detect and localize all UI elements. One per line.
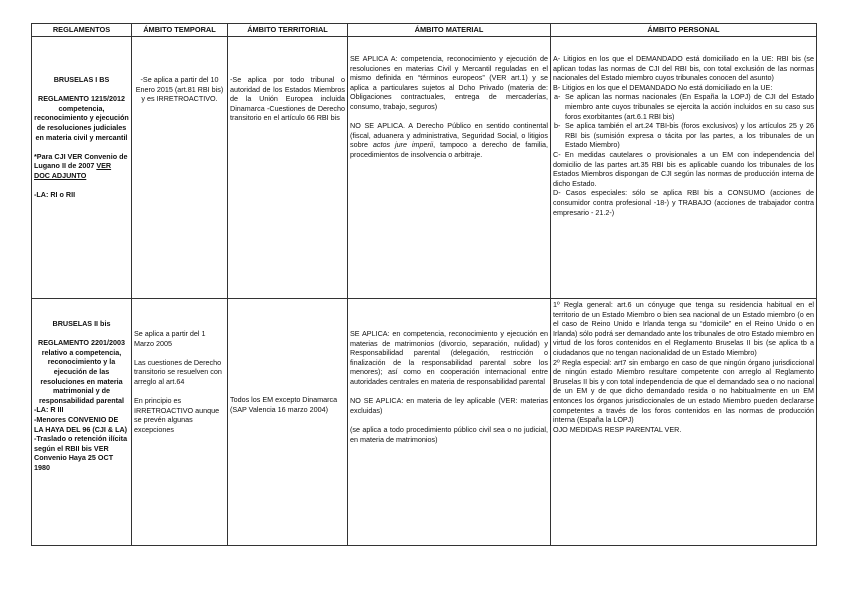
list-item: b- Se aplica también el art.24 TBI-bis (foros exclusivos) y los artículos 25 y 26 RBI bis (sumisión expresa o tácita por las partes, a los tribunales de un Estado Miembro) [554,121,814,150]
material-note: (se aplica a todo procedimiento público civil sea o no judicial, en materia de matrimonios) [350,424,548,444]
bruselas-i-desc: REGLAMENTO 1215/2012 competencia, reconocimiento y ejecución de resoluciones judiciales en materia civil y mercantil [34,94,129,142]
material-applies: SE APLICA A: competencia, reconocimiento y ejecución de resoluciones en materias Civil y Mercantil reguladas en el mismo definida en “términos europeos” (VER art.1) y se aplica a particulares sujetos al Dcho Privado (materia de: Obligaciones contractuales, entrega de mercaderías, consumo, trabajo, seguros) [350,54,548,111]
header-ambito-material: ÁMBITO MATERIAL [348,24,551,37]
personal-b-list [553,92,814,150]
header-row [32,24,817,37]
personal-rule-2: 2º Regla especial: art7 sin embargo en caso de que ningún órgano jurisdiccional de ningún estado Miembro resultare competente con arreglo al Reglamento Bruselas II bis y con total independencia de que el demandado sea o no nacional de un EM y de que dicho demandado resida o no habitualmente en un EM entonces los órganos jurisdiccionales de un estado Miembro pueden declararse competentes a través de los foros contenidos en las normas de producción interna (España la LOPJ) [553,357,814,425]
traslado-note: -Traslado o retención ilícita según el RBII bis VER Convenio Haya 25 OCT 1980 [34,434,128,472]
cell-territorial-bruselas-ii [228,299,348,546]
temporal-transitorio: Las cuestiones de Derecho transitorio se resuelven con arreglo al art.64 [134,357,222,386]
territorial-text: -Se aplica por todo tribunal o autoridad de los Estados Miembros de la Unión Europea incluida Dinamarca -Cuestiones de Derecho transitorio en el artículo 66 RBI bis [230,75,345,123]
temporal-irretroactivo: En principio es IRRETROACTIVO aunque se prevén algunas excepciones [134,396,220,434]
material-not-applies: NO SE APLICA: en materia de ley aplicable (VER: materias excluidas) [350,396,548,415]
temporal-text: -Se aplica a partir del 10 Enero 2015 (art.81 RBI bis) y es IRRETROACTIVO. [135,75,224,104]
list-item: a- Se aplican las normas nacionales (En España la LOPJ) de CJI del Estado miembro ante cuyos tribunales se ejercita la acción incluidos en su caso sus foros exorbitantes (art.6.1 RBI bis) [554,92,814,121]
cell-temporal-bruselas-i [132,37,228,299]
menores-note: -Menores CONVENIO DE LA HAYA DEL 96 (CJI & LA) [34,414,128,434]
bruselas-i-title: BRUSELAS I BS [53,75,110,84]
material-not-applies: NO SE APLICA. A Derecho Público en sentido continental (fiscal, aduanera y administrativa, Seguridad Social, o litigios sobre actos jure imperii, tampoco a derecho de familia, procedimientos de insolvencia o arbitraje. [350,121,549,159]
cell-reglamento-bruselas-i [32,37,132,299]
header-ambito-territorial: ÁMBITO TERRITORIAL [228,24,348,37]
bruselas-ii-desc: REGLAMENTO 2201/2003 relativo a competencia, reconocimiento y la ejecución de las resoluciones en materia matrimonial y de responsabilidad parental [38,338,125,405]
row-bruselas-i-bis [32,37,817,299]
territorial-text: Todos los EM excepto Dinamarca (SAP Valencia 16 marzo 2004) [230,395,338,414]
personal-a: A- Litigios en los que el DEMANDADO está domiciliado en la UE: RBI bis (se aplican todas las normas de CJI del RBI bis, con total exclusión de las normas nacionales del Estado miembro cuyos tribunales conocen del asunto) [553,54,814,83]
la-note: -LA: RI o RII [34,190,76,200]
bruselas-ii-title: BRUSELAS II bis [52,319,111,328]
row-bruselas-ii-bis [32,299,817,546]
personal-c: C- En medidas cautelares o provisionales a un EM con independencia del domicilio de las partes art.35 RBI bis es aplicable cuando los tribunales de los Estados Miembros dispongan de CJI según las normas de producción interna de dicho Estado. [553,149,814,188]
personal-rule-1: 1º Regla general: art.6 un cónyuge que tenga su residencia habitual en el territorio de un Estado Miembro o bien sea nacional de un Estado miembro (o en el caso de Reino Unido e Irlanda tenga su “domicile” en el Reino Unido o en Irlanda) sólo podrá ser demandado ante los tribunales de otro Estado miembro en virtud de los foros contenidos en el Reglamento Bruselas II bis (se aplica tb a ciudadanos que no tengan nacionalidad de un Estado Miembro) [553,300,814,357]
ver-doc-adjunto-link[interactable]: VER DOC ADJUNTO [34,161,112,180]
cell-material-bruselas-i [348,37,551,299]
cell-material-bruselas-ii [348,299,551,546]
personal-ojo: OJO MEDIDAS RESP PARENTAL VER. [553,424,682,434]
regulations-table [31,23,817,546]
cjl-note: *Para CJI VER Convenio de Lugano II de 2007 [34,151,128,171]
header-ambito-personal: ÁMBITO PERSONAL [551,24,817,37]
cell-temporal-bruselas-ii [132,299,228,546]
header-reglamentos: REGLAMENTOS [32,24,132,37]
personal-b: B- Litigios en los que el DEMANDADO No está domiciliado en la UE: [553,82,773,92]
material-applies: SE APLICA: en competencia, reconocimiento y ejecución en materias de matrimonios (divorcio, separación, nulidad) y Responsabilidad parental (delegación, restricción o finalización de la responsabilidad parental sobre los menores); así como en cooperación internacional entre autoridades centrales en materia de responsabilidad parental [350,329,548,386]
header-ambito-temporal: ÁMBITO TEMPORAL [132,24,228,37]
la-note: -LA: R III [34,405,64,415]
personal-d: D- Casos especiales: sólo se aplica RBI bis a CONSUMO (acciones de consumidor contra profesional -18-) y TRABAJO (acciones de trabajador contra empresario - 21.2-) [553,188,814,217]
cell-personal-bruselas-i [551,37,817,299]
cell-reglamento-bruselas-ii [32,299,132,546]
cell-personal-bruselas-ii [551,299,817,546]
cell-territorial-bruselas-i [228,37,348,299]
temporal-start: Se aplica a partir del 1 Marzo 2005 [134,329,206,348]
